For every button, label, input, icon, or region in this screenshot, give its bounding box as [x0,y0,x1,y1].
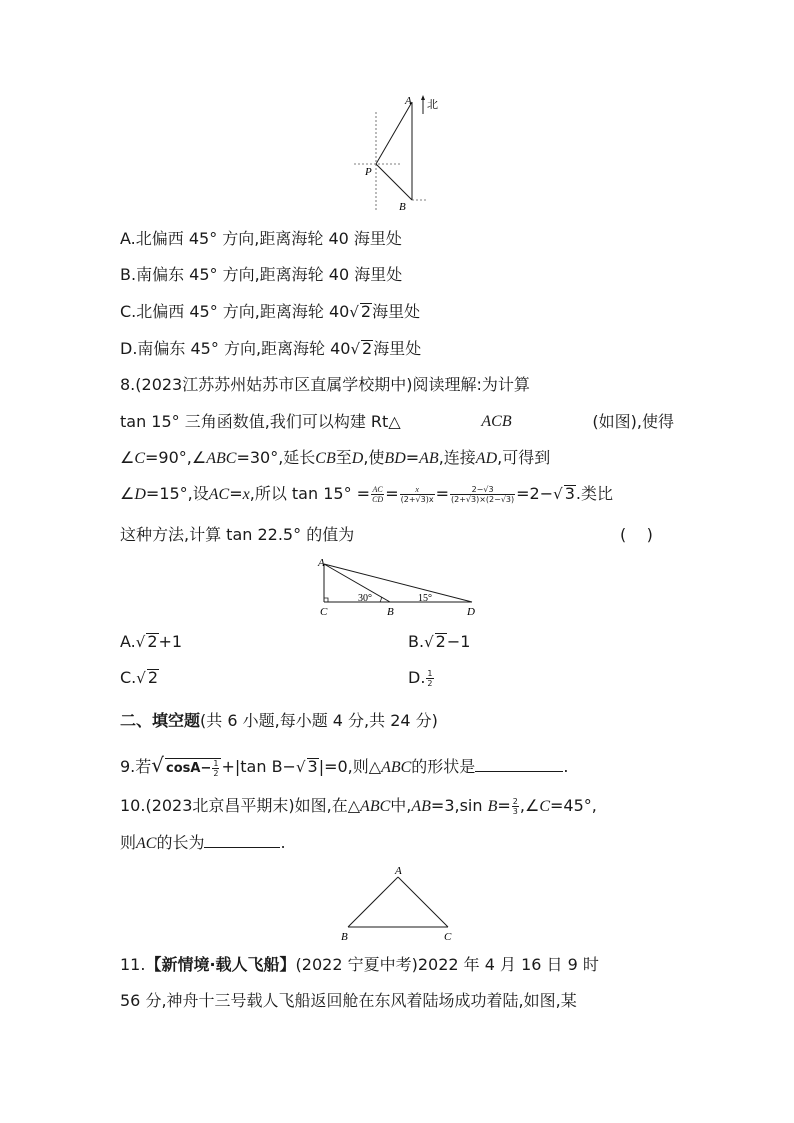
text: 中, [390,796,412,815]
section-heading [120,710,438,732]
denominator: CD [372,495,384,504]
text: 的长为 [156,833,205,852]
fraction-one-half [212,759,219,778]
denominator: 2 [213,769,219,778]
answer-paren[interactable]: ( ) [620,525,653,544]
q9 [120,754,568,779]
text: 至 [335,448,352,467]
text: 11. [120,955,146,974]
text: = [497,796,511,815]
text: . [280,833,286,852]
answer-blank[interactable] [204,833,280,848]
option-letter: D. [408,668,426,687]
text: = [385,484,399,503]
fraction-one-half [426,669,433,688]
text: |=0,则△ [318,757,382,776]
text: .类比 [575,484,613,503]
option-q7-d[interactable] [120,338,421,360]
option-text: 海里处 [372,302,421,321]
segment-ap [376,102,412,164]
label-b: B [387,606,394,618]
numerator: 1 [213,759,219,768]
text: ,所以 tan 15° = [249,484,371,503]
text: 的形状是 [411,757,476,776]
text: =2− [516,484,554,503]
q8-line-2 [120,411,674,433]
radicand: 2 [435,632,446,651]
text: AB [411,798,431,815]
figure-bearing-diagram [350,92,450,214]
text: ,∠ [519,796,540,815]
text: AC [208,486,230,503]
text: (2022 宁夏中考)2022 年 4 月 16 日 9 时 [295,955,599,974]
angle-30-arc-icon [380,597,382,602]
text: ,使 [363,448,385,467]
right-angle-mark-icon [324,598,328,602]
radicand: 2 [360,302,372,321]
text: =90°,∠ [145,448,207,467]
label-b: B [341,931,348,943]
section-title: 二、填空题 [120,711,201,730]
segment-ab [348,877,398,927]
option-letter: A. [120,229,136,248]
text: ,连接 [438,448,476,467]
text: ABC [360,798,391,815]
text: =45°, [549,796,597,815]
radicand: 3 [307,757,318,776]
text: = [229,484,243,503]
option-q8-a[interactable] [120,631,182,653]
segment-ab [324,564,390,602]
option-text: 南偏东 45° 方向,距离海轮 40 海里处 [136,265,403,284]
text: D [351,450,364,467]
text: CB [315,450,336,467]
text: ∠ [120,448,135,467]
text: AC [136,835,157,852]
text: = [405,448,420,467]
option-q8-c[interactable] [120,667,159,689]
radicand: 2 [362,339,373,358]
denominator: 2 [427,679,433,688]
text: ABC [381,759,412,776]
sqrt-icon: √ [350,340,361,358]
sqrt-icon: √ [151,753,165,777]
sqrt-icon: √ [553,485,563,503]
option-text: 北偏西 45° 方向,距离海轮 40 海里处 [135,229,402,248]
text: = [435,484,449,503]
label-b: B [399,201,406,213]
segment-pb [376,164,412,200]
text: C [134,450,146,467]
text: =15°,设 [145,484,209,503]
text: ABC [206,450,237,467]
q8-line-1: 8.(2023江苏苏州姑苏市区直属学校期中)阅读理解:为计算 [120,375,530,394]
option-q8-d[interactable] [408,667,435,689]
context-tag: 【新情境·载人飞船】 [145,955,296,974]
sqrt-icon: √ [295,758,306,776]
text: BD [384,450,406,467]
numerator: x [400,485,435,495]
q8-line-3 [120,447,674,470]
option-letter: D. [120,339,138,358]
text: B [487,798,498,815]
segment-ad [324,564,472,602]
label-p: P [365,166,372,178]
q10-line-2 [120,832,286,855]
label-c: C [320,606,328,618]
text: ∠ [120,484,135,503]
option-letter: C. [120,668,137,687]
sqrt-icon: √ [136,669,146,687]
section-note: (共 6 小题,每小题 4 分,共 24 分) [200,711,438,730]
option-letter: C. [120,302,137,321]
text: =30°,延长 [236,448,316,467]
label-a: A [405,95,412,107]
text: 则 [120,833,137,852]
radicand-cos [165,758,221,778]
text: D [134,486,146,503]
fraction-rationalized [450,485,515,504]
option-text: 北偏西 45° 方向,距离海轮 40 [136,302,350,321]
label-a: A [395,865,402,877]
option-q8-b[interactable] [408,631,470,653]
radicand: 3 [564,484,575,503]
numerator: 2 [512,797,518,806]
text: x [242,486,250,503]
option-text: −1 [446,632,471,651]
denominator: (2+√3)x [400,495,434,504]
denominator: (2+√3)×(2−√3) [450,495,515,504]
label-north: 北 [427,99,438,111]
label-c: C [444,931,452,943]
text: C [539,798,550,815]
label-d: D [467,606,475,618]
label-a: A [318,557,325,569]
text: ,可得到 [497,448,551,467]
text: +|tan B− [221,757,296,776]
text: AB [419,450,439,467]
fraction-x [400,485,435,504]
angle-30-label: 30° [358,593,372,604]
q11-line-1 [120,954,599,976]
option-q7-a[interactable] [120,228,402,250]
text: AD [475,450,498,467]
figure-triangle-acd [310,556,490,620]
denominator: 3 [512,807,518,816]
radicand: 2 [147,668,159,687]
option-q7-b[interactable] [120,264,402,286]
option-letter: B. [408,632,425,651]
text: tan 15° 三角函数值,我们可以构建 Rt△ [120,412,401,431]
option-text: 南偏东 45° 方向,距离海轮 40 [137,339,351,358]
option-letter: B. [120,265,137,284]
option-letter: A. [120,632,136,651]
sqrt-icon: √ [424,633,434,651]
text: cosA− [166,761,212,776]
numerator: 1 [427,669,433,678]
figure-triangle-abc [336,863,464,945]
text: 9.若 [120,757,152,776]
numerator: 2−√3 [450,485,515,495]
q8-line-4 [120,483,613,506]
text: . [563,757,569,776]
fraction-ac-cd [371,485,384,504]
radicand: 2 [147,632,158,651]
option-q7-c[interactable] [120,301,420,323]
segment-ac [398,877,448,927]
text: ACB [481,413,512,430]
text: (如图),使得 [592,412,674,431]
fraction-two-thirds [512,797,519,816]
numerator: AC [372,485,383,494]
sqrt-icon: √ [349,303,359,321]
answer-blank[interactable] [475,757,563,772]
north-arrow-head-icon [421,95,425,100]
sqrt-icon: √ [135,633,146,651]
q8-line-5: 这种方法,计算 tan 22.5° 的值为 [120,525,355,544]
text: 10.(2023北京昌平期末)如图,在△ [120,796,361,815]
text: =3,sin [430,796,483,815]
q11-line-2: 56 分,神舟十三号载人飞船返回舱在东风着陆场成功着陆,如图,某 [120,991,577,1010]
q10-line-1 [120,795,597,818]
option-text: +1 [158,632,183,651]
angle-15-label: 15° [418,593,432,604]
option-text: 海里处 [373,339,422,358]
